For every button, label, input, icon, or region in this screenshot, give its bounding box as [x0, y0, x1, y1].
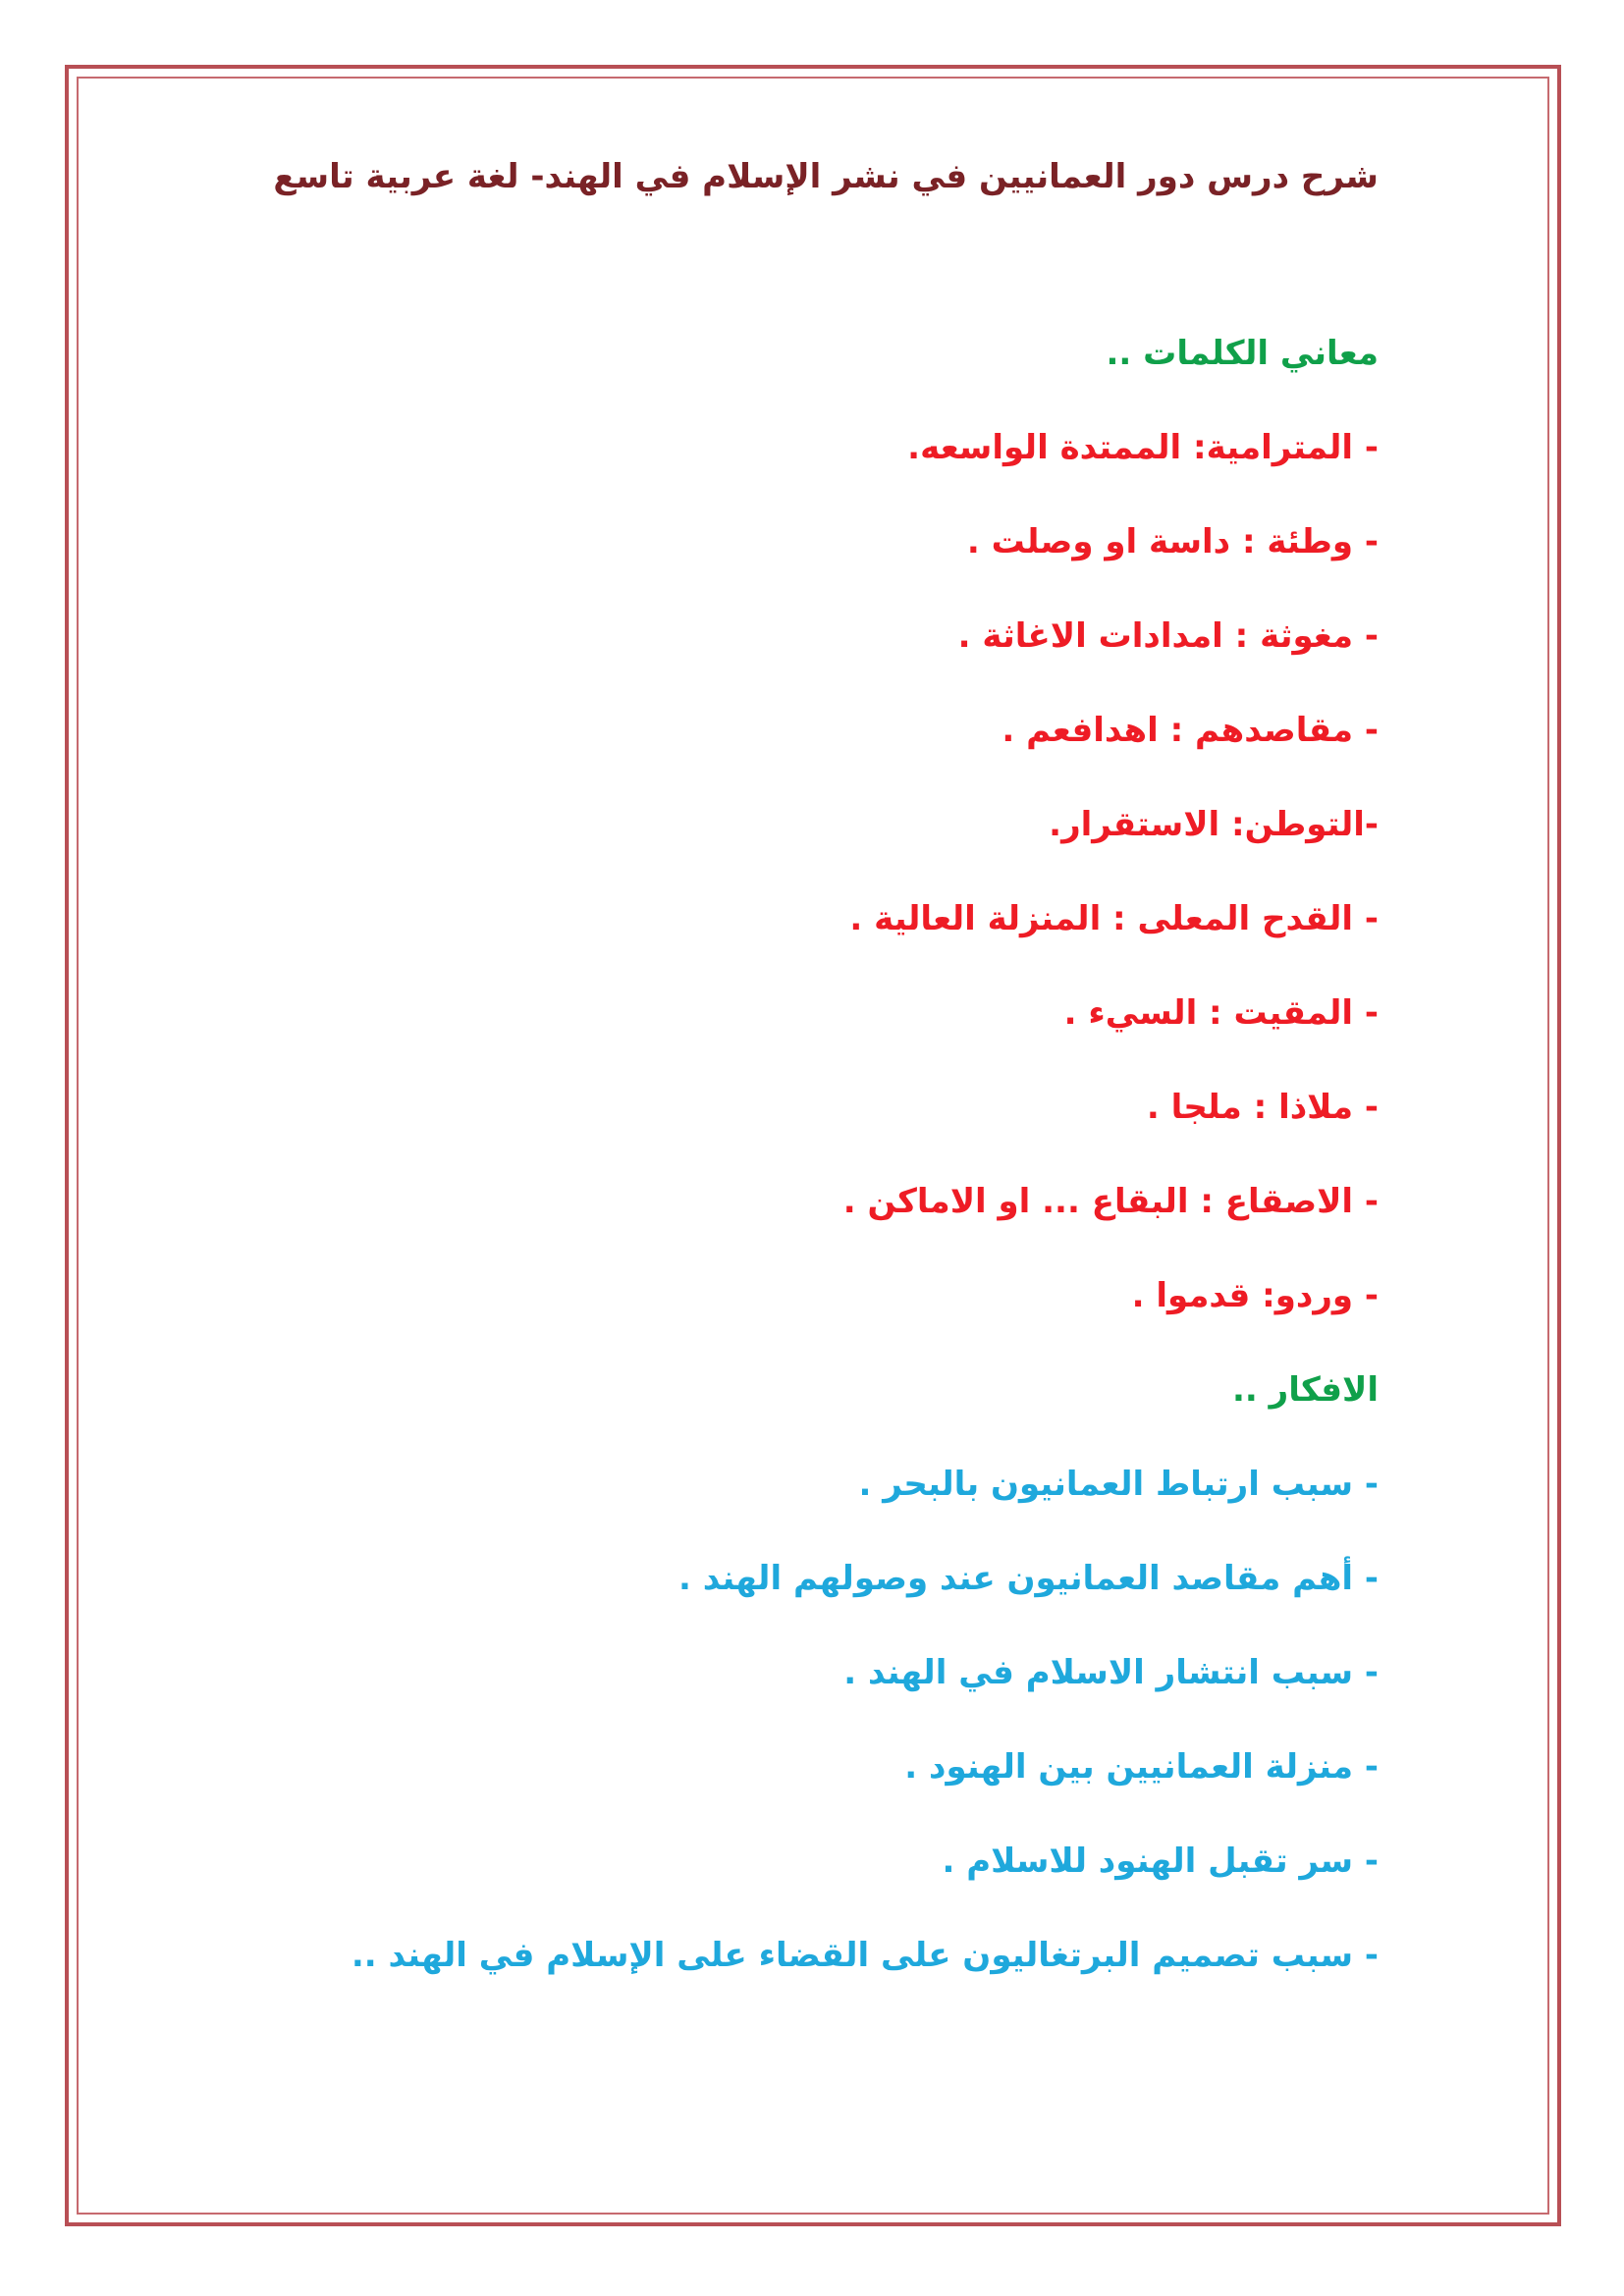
- ideas-heading: الافكار ..: [1231, 1370, 1379, 1410]
- vocabulary-heading: معاني الكلمات ..: [1106, 334, 1379, 373]
- vocabulary-item: - ملاذا : ملجا .: [1146, 1088, 1379, 1127]
- idea-item: - سر تقبل الهنود للاسلام .: [942, 1842, 1379, 1881]
- vocabulary-item: - مغوثة : امدادات الاغاثة .: [957, 616, 1379, 656]
- idea-item: - سبب ارتباط العمانيون بالبحر .: [858, 1465, 1379, 1504]
- document-title: شرح درس دور العمانيين في نشر الإسلام في الهند- لغة عربية تاسع: [273, 157, 1379, 196]
- vocabulary-item: - وطئة : داسة او وصلت .: [966, 522, 1379, 561]
- vocabulary-item: - وردو: قدموا .: [1131, 1276, 1379, 1315]
- idea-item: - أهم مقاصد العمانيون عند وصولهم الهند .: [677, 1559, 1379, 1598]
- idea-item: - سبب تصميم البرتغاليون على القضاء على الإسلام في الهند ..: [351, 1936, 1379, 1975]
- vocabulary-item: - القدح المعلى : المنزلة العالية .: [849, 899, 1379, 938]
- page-border-inner: [77, 77, 1549, 2215]
- vocabulary-item: - الاصقاع : البقاع ... او الاماكن .: [842, 1182, 1379, 1221]
- vocabulary-item: - المقيت : السيء .: [1063, 993, 1379, 1033]
- vocabulary-item: - المترامية: الممتدة الواسعه.: [907, 428, 1379, 467]
- idea-item: - سبب انتشار الاسلام في الهند .: [843, 1653, 1379, 1692]
- idea-item: - منزلة العمانيين بين الهنود .: [904, 1747, 1379, 1787]
- vocabulary-item: -التوطن: الاستقرار.: [1049, 805, 1379, 844]
- vocabulary-item: - مقاصدهم : اهدافعم .: [1001, 711, 1379, 750]
